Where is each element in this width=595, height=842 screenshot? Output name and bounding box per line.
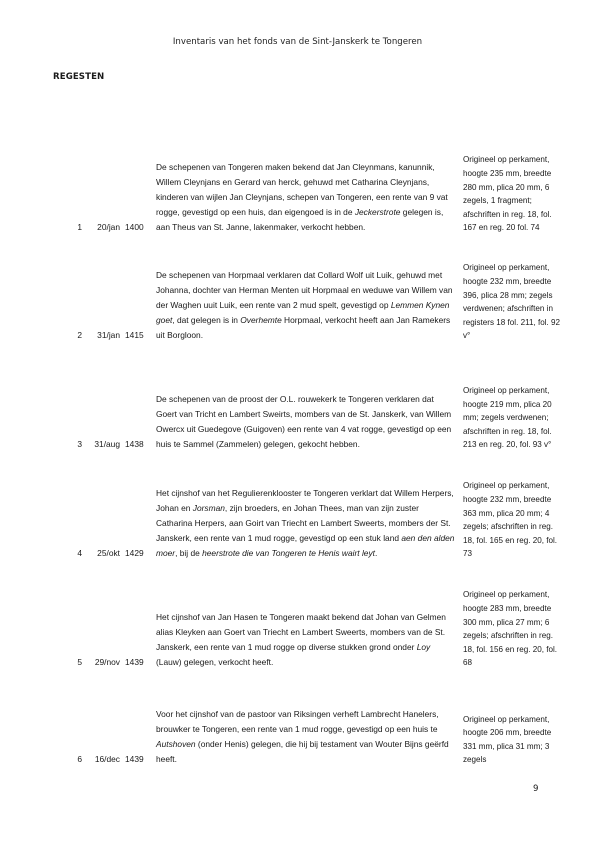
regest-entry (0, 465, 595, 561)
italic-place-name: heerstrote die van Tongeren te Henis wairt leyt (202, 548, 375, 558)
entry-number: 5 (77, 657, 82, 667)
entry-text-segment: De schepenen van Tongeren maken bekend dat Jan Cleynmans, kanunnik, Willem Cleynjans en Gerard van herck, gehuwd met Catharina Cleynjans, kinderen van wijlen Jan Cleynjans, schepen van Tongeren, een rente van 9 vat rogge, gevestigd op een huis, dan eigengoed is in de (156, 162, 448, 217)
entry-text-segment: . (374, 548, 378, 558)
italic-place-name: Autshoven (156, 739, 196, 749)
italic-place-name: Lemmen Kynen goet (156, 300, 450, 325)
entry-date: 20/jan (97, 222, 120, 232)
entry-text-segment: , bij de (175, 548, 203, 558)
italic-place-name: Jorsman (192, 503, 225, 513)
entry-year: 1439 (125, 754, 144, 764)
entry-text-segment: De schepenen van Horpmaal verklaren dat Collard Wolf uit Luik, gehuwd met Johanna, dochter van Herman Menten uit Horpmaal en weduwe van Willem van der Waghen uuit Luik, een rente van 2 mud spelt, gevestigd op (156, 270, 453, 310)
entry-number: 4 (77, 548, 82, 558)
regest-entry (0, 697, 595, 767)
entry-notes: Origineel op perkament, hoogte 235 mm, breedte 280 mm, plica 20 mm, 6 zegels, 1 fragment; afschriften in reg. 18, fol. 167 en reg. 20 fol. 74 (463, 155, 552, 233)
running-header: Inventaris van het fonds van de Sint-Janskerk te Tongeren (172, 37, 423, 47)
section-title: REGESTEN (53, 72, 105, 82)
entry-notes: Origineel op perkament, hoogte 206 mm, breedte 331 mm, plica 31 mm; 3 zegels (463, 714, 552, 765)
entry-text (156, 486, 456, 561)
entry-text-segment: Het cijnshof van Jan Hasen te Tongeren maakt bekend dat Johan van Gelmen alias Kleyken aan Goert van Triecht en Lambert Sweerts, mombers van de St. Janskerk, een rente van 1 mud rogge op diverse stukken grond onder (156, 612, 446, 652)
entry-number: 3 (77, 439, 82, 449)
entry-text (156, 160, 456, 235)
entry-text-segment: (Lauw) gelegen, verkocht heeft. (156, 657, 274, 667)
entry-text-segment: , zijn broeders, en Johan Thees, man van zijn zuster Catharina Herpers, aan Goirt van Triecht en Lambert Sweerts, mombers der St. Janskerk, een rente van 1 mud rogge, gevestigd op een stuk land (156, 503, 451, 543)
entry-year: 1439 (125, 657, 144, 667)
entry-text (156, 610, 456, 670)
entry-text (156, 392, 456, 452)
entry-text-segment: (onder Henis) gelegen, die hij bij testament van Wouter Bijns geërfd heeft. (156, 739, 449, 764)
entry-date: 16/dec (94, 754, 120, 764)
regest-entry (0, 356, 595, 452)
entry-notes: Origineel op perkament, hoogte 283 mm, breedte 300 mm, plica 27 mm; 6 zegels; afschriften in reg. 18, fol. 156 en reg. 20, fol. 68 (463, 590, 558, 668)
entry-number: 1 (77, 222, 82, 232)
entry-date: 31/aug (94, 439, 120, 449)
entry-text-segment: gelegen is, aan Theus van St. Janne, lakenmaker, verkocht hebben. (156, 207, 444, 232)
entry-text-segment: De schepenen van de proost der O.L. rouwekerk te Tongeren verklaren dat Goert van Tricht en Lambert Sweirts, mombers van de St. Janskerk, van Willem Owercx uit Guedegove (Guigoven) een rente van 4 vat rogge, gevestigd op een huis te Sammel (Zammelen) gelegen, gekocht hebben. (156, 394, 452, 449)
entry-text-segment: Het cijnshof van het Regulierenklooster te Tongeren verklart dat Willem Herpers, Johan en (156, 488, 454, 513)
entry-text (156, 268, 456, 343)
entry-notes: Origineel op perkament, hoogte 219 mm, plica 20 mm; zegels verdwenen; afschriften in reg. 18, fol. 213 en reg. 20, fol. 93 v° (463, 386, 552, 450)
regest-entry (0, 248, 595, 343)
entry-date: 25/okt (97, 548, 120, 558)
entry-date: 31/jan (97, 330, 120, 340)
italic-place-name: Loy (416, 642, 431, 652)
entry-notes: Origineel op perkament, hoogte 232 mm, breedte 363 mm, plica 20 mm; 4 zegels; afschriften in reg. 18, fol. 165 en reg. 20, fol. 73 (463, 481, 558, 559)
entry-year: 1400 (125, 222, 144, 232)
page-number: 9 (533, 784, 539, 794)
entry-text-segment: Voor het cijnshof van de pastoor van Riksingen verheft Lambrecht Hanelers, brouwker te Tongeren, een rente van 1 mud rogge, gevestigd op een huis te (156, 709, 439, 734)
entry-year: 1415 (125, 330, 144, 340)
entry-notes: Origineel op perkament, hoogte 232 mm, breedte 396, plica 28 mm; zegels verdwenen; afschriften in registers 18 fol. 211, fol. 92 v° (463, 263, 561, 341)
regest-entry (0, 574, 595, 670)
entry-text-segment: , dat gelegen is in (172, 315, 241, 325)
entry-text-segment: Horpmaal, verkocht heeft aan Jan Ramekers uit Borgloon. (156, 315, 451, 340)
entry-date: 29/nov (94, 657, 120, 667)
italic-place-name: Jeckerstrote (354, 207, 401, 217)
entry-number: 2 (77, 330, 82, 340)
regest-entry (0, 124, 595, 235)
entry-text (156, 707, 456, 767)
italic-place-name: Overhemte (240, 315, 282, 325)
entry-number: 6 (77, 754, 82, 764)
entry-year: 1429 (125, 548, 144, 558)
entry-year: 1438 (125, 439, 144, 449)
italic-place-name: aen den alden moer (156, 533, 455, 558)
